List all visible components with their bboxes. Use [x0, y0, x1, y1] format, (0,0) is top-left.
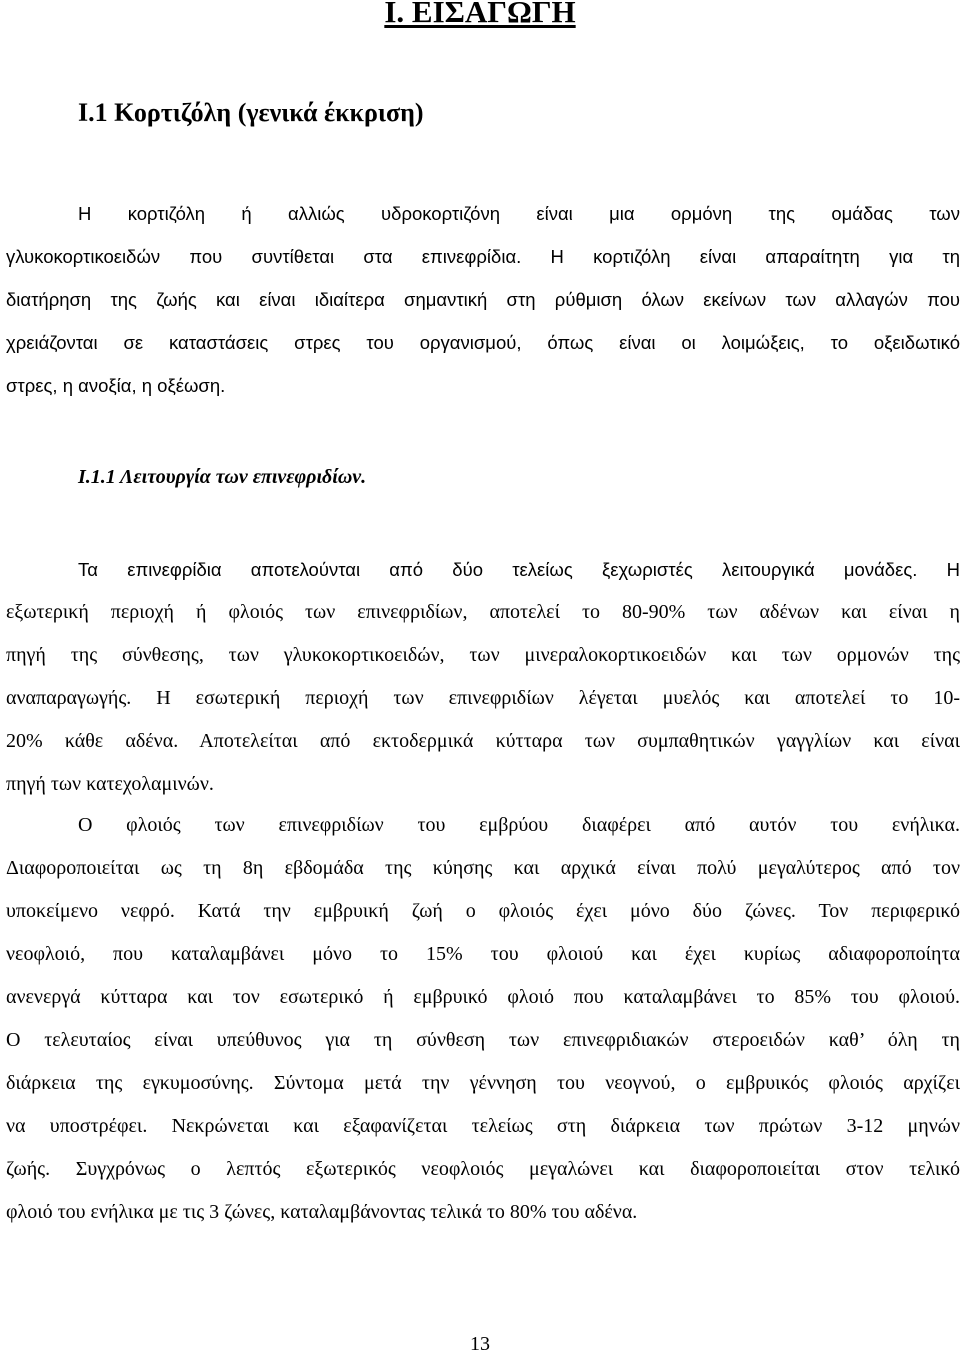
text-line: φλοιό του ενήλικα με τις 3 ζώνες, καταλαμβάνοντας τελικά το 80% του αδένα.: [6, 1201, 638, 1223]
text-line: Τα επινεφρίδια αποτελούνται από δύο τελείως ξεχωριστές λειτουργικά μονάδες. Η: [78, 559, 960, 580]
text-line: ανενεργά κύτταρα και τον εσωτερικό ή εμβρυικό φλοιό που καταλαμβάνει το 85% του φλοιού.: [6, 986, 960, 1008]
section-heading: Ι.1 Κορτιζόλη (γενικά έκκριση): [78, 98, 424, 127]
paragraph-2: [6, 548, 960, 806]
text-line: ζωής. Συγχρόνως ο λεπτός εξωτερικός νεοφλοιός μεγαλώνει και διαφοροποιείται στον τελικό: [6, 1158, 960, 1180]
text-line: υποκείμενο νεφρό. Κατά την εμβρυική ζωή ο φλοιός έχει μόνο δύο ζώνες. Τον περιφερικό: [6, 900, 960, 922]
text-line: πηγή των κατεχολαμινών.: [6, 773, 214, 795]
text-line: διατήρηση της ζωής και είναι ιδιαίτερα σημαντική στη ρύθμιση όλων εκείνων των αλλαγών που: [6, 289, 960, 310]
text-line: νεοφλοιό, που καταλαμβάνει μόνο το 15% του φλοιού και έχει κυρίως αδιαφοροποίητα: [6, 943, 960, 965]
text-line: εξωτερική περιοχή ή φλοιός των επινεφριδίων, αποτελεί το 80-90% των αδένων και είναι η: [6, 601, 960, 623]
page-number: 13: [470, 1333, 490, 1355]
text-line: Η κορτιζόλη ή αλλιώς υδροκορτιζόνη είναι μια ορμόνη της ομάδας των: [78, 203, 960, 224]
text-line: στρες, η ανοξία, η οξέωση.: [6, 375, 226, 396]
text-line: Ο φλοιός των επινεφριδίων του εμβρύου διαφέρει από αυτόν του ενήλικα.: [78, 814, 960, 836]
text-line: Διαφοροποιείται ως τη 8η εβδομάδα της κύησης και αρχικά είναι πολύ μεγαλύτερος από τον: [6, 857, 960, 879]
text-line: γλυκοκορτικοειδών που συντίθεται στα επινεφρίδια. Η κορτιζόλη είναι απαραίτητη για τη: [6, 246, 960, 267]
paragraph-3: [6, 804, 960, 1234]
text-line: Ο τελευταίος είναι υπεύθυνος για τη σύνθεση των επινεφριδιακών στεροειδών καθ’ όλη τη: [6, 1029, 960, 1051]
text-line: αναπαραγωγής. Η εσωτερική περιοχή των επινεφριδίων λέγεται μυελός και αποτελεί το 10-: [6, 687, 960, 709]
subsection-heading: Ι.1.1 Λειτουργία των επινεφριδίων.: [78, 466, 367, 488]
text-line: 20% κάθε αδένα. Αποτελείται από εκτοδερμικά κύτταρα των συμπαθητικών γαγγλίων και είναι: [6, 730, 960, 752]
text-line: πηγή της σύνθεσης, των γλυκοκορτικοειδών, των μινεραλοκορτικοειδών και των ορμονών της: [6, 644, 960, 666]
paragraph-1: [6, 192, 960, 407]
page-title: Ι. ΕΙΣΑΓΩΓΗ: [384, 0, 576, 29]
text-line: διάρκεια της εγκυμοσύνης. Σύντομα μετά την γέννηση του νεογνού, ο εμβρυικός φλοιός αρχίζει: [6, 1072, 960, 1094]
text-line: να υποστρέφει. Νεκρώνεται και εξαφανίζεται τελείως στη διάρκεια των πρώτων 3-12 μηνών: [6, 1115, 960, 1137]
text-line: χρειάζονται σε καταστάσεις στρες του οργανισμού, όπως είναι οι λοιμώξεις, το οξειδωτικό: [6, 332, 960, 353]
